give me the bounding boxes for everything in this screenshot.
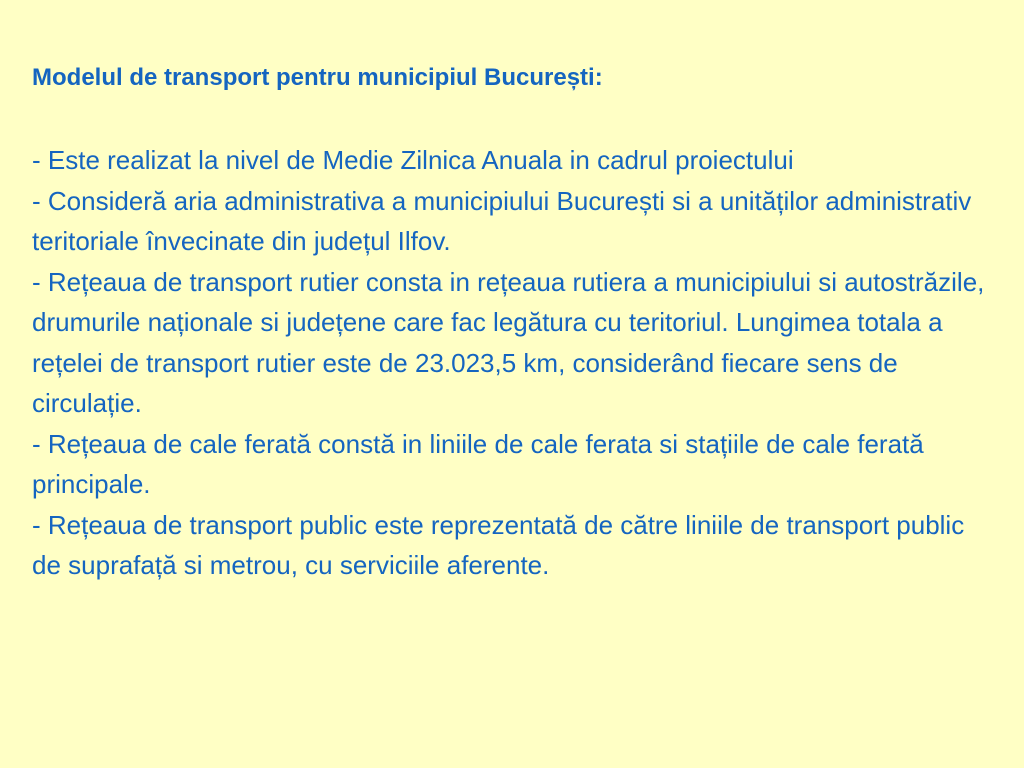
slide-title: Modelul de transport pentru municipiul București: <box>32 64 603 91</box>
bullet-item-realizat: - Este realizat la nivel de Medie Zilnica Anuala in cadrul proiectului <box>32 145 794 175</box>
bullet-item-transport-public: - Rețeaua de transport public este reprezentată de către liniile de transport public de suprafață si metrou, cu serviciile aferente. <box>32 509 965 580</box>
spacer <box>32 96 994 140</box>
bullet-list <box>32 140 994 586</box>
bullet-item-retea-rutiera: - Rețeaua de transport rutier consta in rețeaua rutiera a municipiului si autostrăzile, drumurile naționale si județene care fac legătura cu teritoriul. Lungimea totala a rețelei de transport rutier este de 23.023,5 km, considerând fiecare sens de circulație. <box>32 266 985 418</box>
bullet-item-aria-administrativa: - Consideră aria administrativa a municipiului București si a unităților administrativ teritoriale învecinate din județul Ilfov. <box>32 185 972 256</box>
bullet-item-cale-ferata: - Rețeaua de cale ferată constă in liniile de cale ferata si stațiile de cale ferată principale. <box>32 428 924 499</box>
